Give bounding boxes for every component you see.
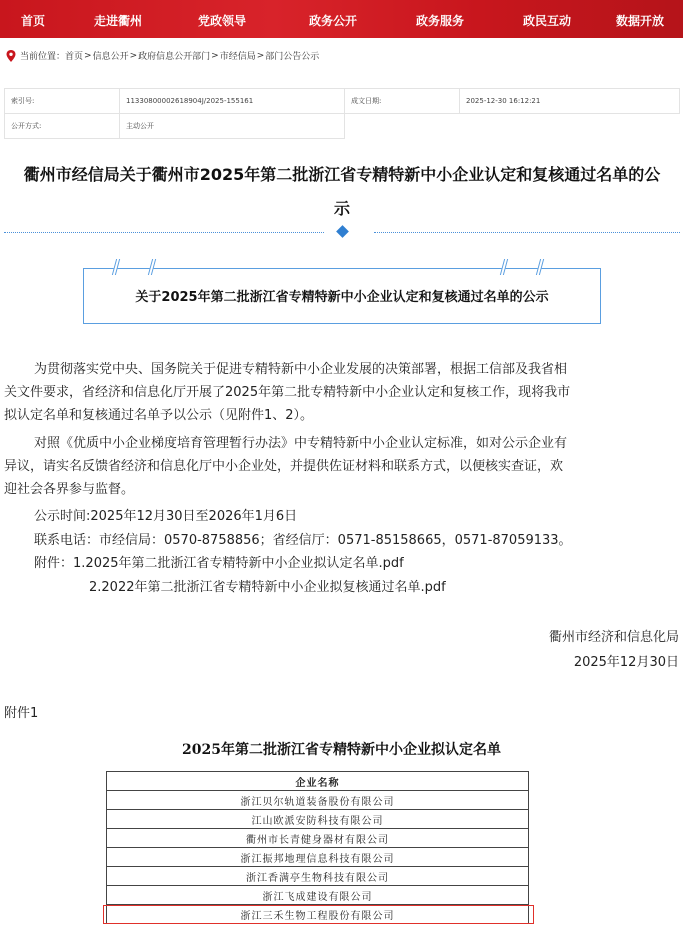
attachments-line1 bbox=[34, 552, 404, 575]
table-row bbox=[107, 829, 529, 848]
annex-label: 附件1 bbox=[4, 706, 39, 721]
breadcrumb-departments[interactable]: 政府信息公开部门 bbox=[138, 52, 211, 62]
nav-item-services[interactable]: 政务服务 bbox=[416, 14, 465, 28]
date-label: 成文日期: bbox=[345, 89, 460, 114]
table-row bbox=[107, 848, 529, 867]
signer: 衢州市经济和信息化局 bbox=[548, 630, 679, 645]
breadcrumb-separator: > bbox=[256, 50, 265, 61]
highlight-box bbox=[103, 905, 534, 924]
page-title bbox=[6, 158, 678, 226]
nav-item-leaders[interactable]: 党政领导 bbox=[198, 14, 247, 28]
index-value: 11330800002618904J/2025-155161 bbox=[120, 89, 345, 114]
attachments-label: 附件： bbox=[34, 556, 74, 571]
decor-slash-icon bbox=[536, 259, 544, 275]
breadcrumb-separator: > bbox=[211, 50, 219, 61]
breadcrumb bbox=[6, 49, 319, 62]
breadcrumb-info-open[interactable]: 信息公开 bbox=[92, 52, 129, 62]
company-table bbox=[106, 771, 529, 924]
page-title-line2: 示 bbox=[333, 199, 350, 218]
table-row bbox=[107, 810, 529, 829]
paragraph-1-line2: 关文件要求，省经济和信息化厅开展了2025年第二批专精特新中小企业认定和复核工作，现将我市 bbox=[4, 385, 571, 400]
table-row bbox=[107, 867, 529, 886]
company-name: 浙江振邦地理信息科技有限公司 bbox=[107, 848, 529, 867]
breadcrumb-separator: > bbox=[129, 50, 138, 61]
mode-label: 公开方式: bbox=[5, 114, 120, 139]
attachment-1-link[interactable]: 1.2025年第二批浙江省专精特新中小企业拟认定名单.pdf bbox=[73, 556, 404, 571]
subtitle: 关于2025年第二批浙江省专精特新中小企业认定和复核通过名单的公示 bbox=[135, 290, 549, 305]
breadcrumb-home[interactable]: 首页 bbox=[65, 52, 84, 62]
paragraph-2-line2: 异议，请实名反馈省经济和信息化厅中小企业处，并提供佐证材料和联系方式，以便核实查证，欢 bbox=[4, 459, 564, 474]
annex-title: 2025年第二批浙江省专精特新中小企业拟认定名单 bbox=[182, 742, 501, 758]
nav-item-interaction[interactable]: 政民互动 bbox=[523, 14, 572, 28]
company-name: 浙江香满亭生物科技有限公司 bbox=[107, 867, 529, 886]
decor-slash-icon bbox=[148, 259, 156, 275]
diamond-icon bbox=[336, 225, 349, 238]
paragraph-1-line3: 拟认定名单和复核通过名单予以公示（见附件1、2）。 bbox=[4, 408, 314, 423]
paragraph-2-line3: 迎社会各界参与监督。 bbox=[4, 482, 135, 497]
sign-date: 2025年12月30日 bbox=[573, 655, 679, 670]
attachment-2-link[interactable]: 2.2022年第二批浙江省专精特新中小企业拟复核通过名单.pdf bbox=[89, 580, 446, 595]
title-divider-left bbox=[4, 232, 324, 233]
decor-slash-icon bbox=[500, 259, 508, 275]
decor-slash-icon bbox=[112, 259, 120, 275]
nav-item-about[interactable]: 走进衢州 bbox=[94, 14, 143, 28]
table-row bbox=[107, 886, 529, 905]
company-name: 浙江贝尔轨道装备股份有限公司 bbox=[107, 791, 529, 810]
company-name: 江山欧派安防科技有限公司 bbox=[107, 810, 529, 829]
notice-time: 公示时间:2025年12月30日至2026年1月6日 bbox=[34, 509, 298, 524]
nav-item-home[interactable]: 首页 bbox=[21, 14, 46, 28]
company-name: 浙江飞成建设有限公司 bbox=[107, 886, 529, 905]
breadcrumb-separator: > bbox=[84, 50, 92, 61]
breadcrumb-notices[interactable]: 部门公告公示 bbox=[265, 52, 320, 62]
table-row bbox=[107, 791, 529, 810]
title-divider-right bbox=[374, 232, 680, 233]
date-value: 2025-12-30 16:12:21 bbox=[460, 89, 680, 114]
nav-item-open-gov[interactable]: 政务公开 bbox=[309, 14, 358, 28]
index-label: 索引号: bbox=[5, 89, 120, 114]
paragraph-2-line1: 对照《优质中小企业梯度培育管理暂行办法》中专精特新中小企业认定标准，如对公示企业有 bbox=[34, 436, 568, 451]
company-name: 浙江三禾生物工程股份有限公司 bbox=[107, 905, 529, 924]
location-pin-icon bbox=[6, 50, 16, 62]
breadcrumb-jingxin[interactable]: 市经信局 bbox=[219, 52, 256, 62]
company-name: 衢州市长青健身器材有限公司 bbox=[107, 829, 529, 848]
meta-table bbox=[4, 88, 680, 139]
contact-phone: 联系电话：市经信局：0570-8758856；省经信厅：0571-85158665，0571-87059133。 bbox=[34, 533, 572, 548]
page-title-line1: 衢州市经信局关于衢州市2025年第二批浙江省专精特新中小企业认定和复核通过名单的公 bbox=[23, 165, 661, 184]
table-header: 企业名称 bbox=[107, 772, 529, 791]
top-nav bbox=[0, 0, 683, 38]
breadcrumb-prefix: 当前位置： bbox=[20, 52, 66, 62]
subtitle-box bbox=[83, 268, 601, 324]
nav-item-data[interactable]: 数据开放 bbox=[616, 14, 665, 28]
mode-value: 主动公开 bbox=[120, 114, 345, 139]
paragraph-1-line1: 为贯彻落实党中央、国务院关于促进专精特新中小企业发展的决策部署，根据工信部及我省相 bbox=[34, 362, 568, 377]
